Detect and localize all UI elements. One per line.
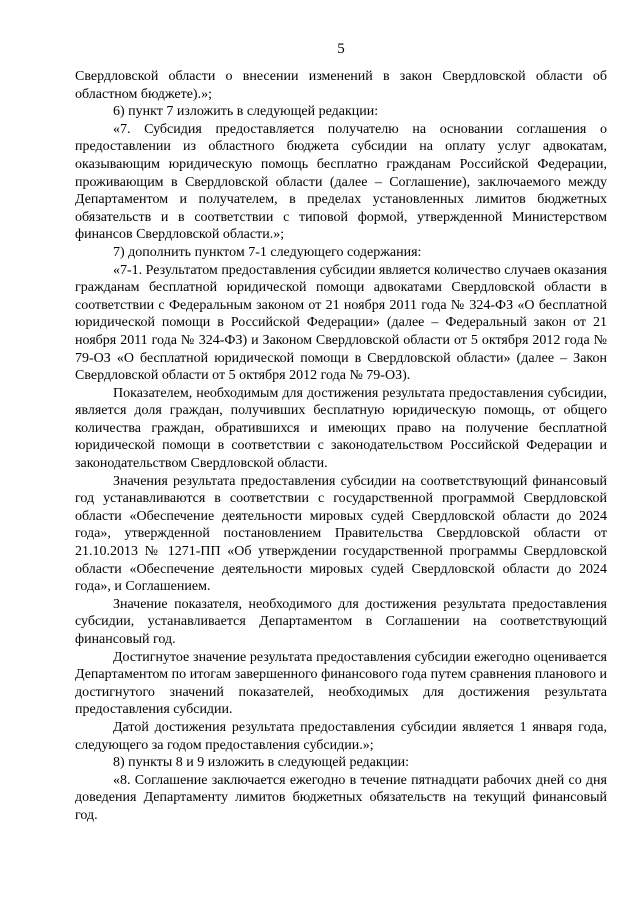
- paragraph-item-7: 7) дополнить пунктом 7-1 следующего содержания:: [113, 244, 422, 260]
- page-number: 5: [337, 41, 345, 57]
- paragraph-clause-7: «7. Субсидия предоставляется получателю на основании соглашения о предоставлении из областного бюджета субсидии на оплату услуг адвокатам, оказывающим юридическую помощь бесплатно гражданам Российской Федерации, проживающим в Свердловской области (далее – Соглашение), заключаемого между Департаментом и получателем, в пределах установленных лимитов бюджетных обязательств и в соответствии с типовой формой, утвержденной Министерством финансов Свердловской области.»;: [75, 121, 607, 243]
- paragraph-continuation: Свердловской области о внесении изменений в закон Свердловской области об областном бюджете).»;: [75, 69, 607, 102]
- document-page: [75, 40, 607, 825]
- paragraph-result-values: Значения результата предоставления субсидии на соответствующий финансовый год устанавливаются в соответствии с государственной программой Свердловской области «Обеспечение деятельности мировых судей Свердловской области до 2024 года», утвержденной постановлением Правительства Свердловской области от 21.10.2013 № 1271-ПП «Об утверждении государственной программы Свердловской области «Обеспечение деятельности мировых судей Свердловской области до 2024 года», и Соглашением.: [75, 473, 607, 595]
- paragraph-item-6: 6) пункт 7 изложить в следующей редакции:: [113, 104, 379, 120]
- paragraph-indicator-value: Значение показателя, необходимого для достижения результата предоставления субсидии, устанавливается Департаментом в Соглашении на соответствующий финансовый год.: [75, 596, 607, 647]
- paragraph-achieved-value: Достигнутое значение результата предоставления субсидии ежегодно оценивается Департаментом по итогам завершенного финансового года путем сравнения планового и достигнутого значений показателей, необходимых для достижения результата предоставления субсидии.: [75, 649, 607, 718]
- paragraph-clause-8: «8. Соглашение заключается ежегодно в течение пятнадцати рабочих дней со дня доведения Департаменту лимитов бюджетных обязательств на текущий финансовый год.: [75, 772, 607, 823]
- paragraph-item-8: 8) пункты 8 и 9 изложить в следующей редакции:: [113, 755, 410, 771]
- paragraph-indicator: Показателем, необходимым для достижения результата предоставления субсидии, является доля граждан, получивших бесплатную юридическую помощь, от общего количества граждан, обратившихся и имеющих право на получение бесплатной юридической помощи в соответствии с законодательством Российской Федерации и законодательством Свердловской области.: [75, 385, 607, 472]
- paragraph-clause-7-1: «7-1. Результатом предоставления субсидии является количество случаев оказания гражданам бесплатной юридической помощи адвокатами Свердловской области в соответствии с Федеральным законом от 21 ноября 2011 года № 324-ФЗ «О бесплатной юридической помощи в Российской Федерации» (далее – Федеральный закон от 21 ноября 2011 года № 324-ФЗ) и Законом Свердловской области от 5 октября 2012 года № 79-ОЗ «О бесплатной юридической помощи в Свердловской области» (далее – Закон Свердловской области от 5 октября 2012 года № 79-ОЗ).: [75, 262, 607, 384]
- paragraph-achievement-date: Датой достижения результата предоставления субсидии является 1 января года, следующего за годом предоставления субсидии.»;: [75, 719, 607, 753]
